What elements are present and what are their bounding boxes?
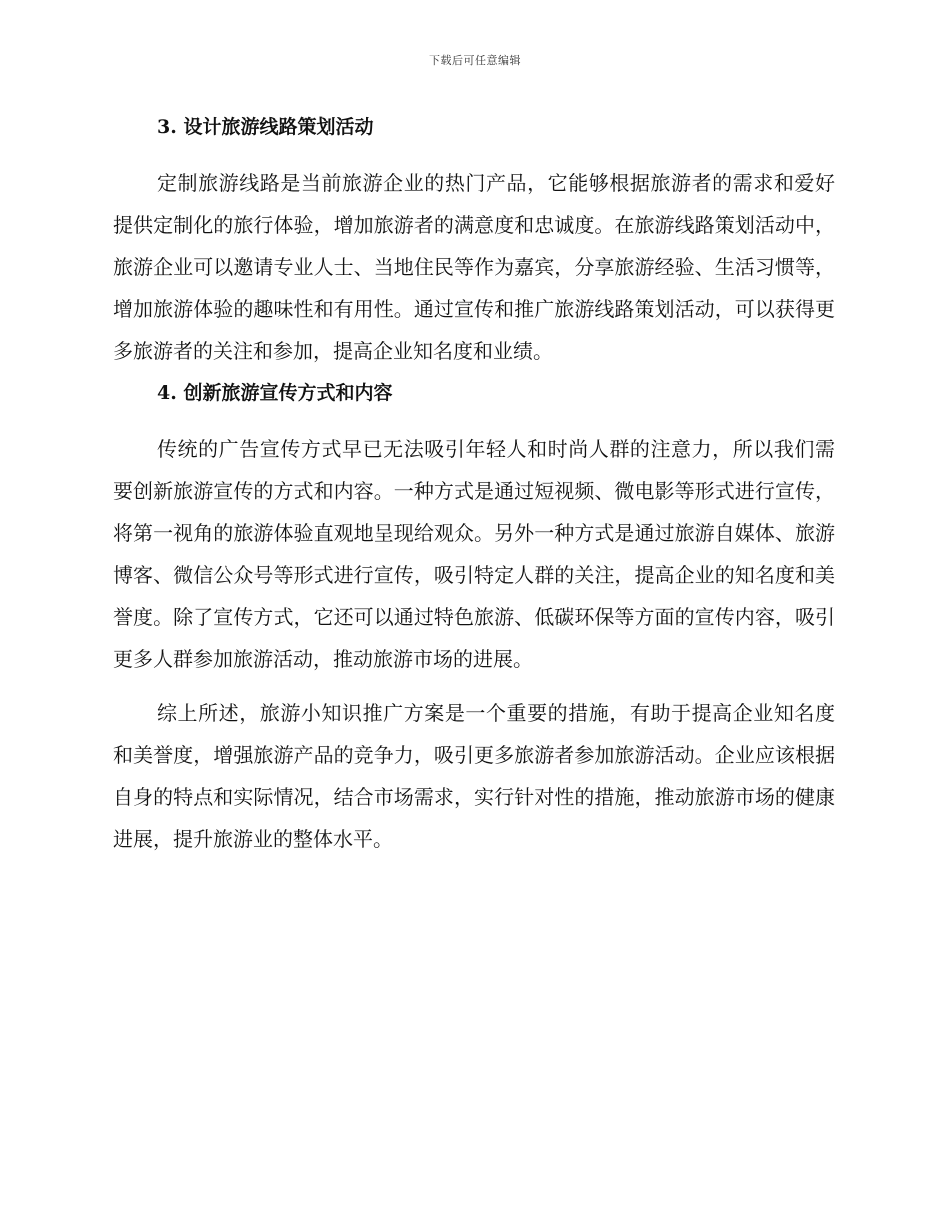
section-paragraph-4: 传统的广告宣传方式早已无法吸引年轻人和时尚人群的注意力，所以我们需要创新旅游宣传的方式和内容。一种方式是通过短视频、微电影等形式进行宣传，将第一视角的旅游体验直观地呈现给观众。另外一种方式是通过旅游自媒体、旅游博客、微信公众号等形式进行宣传，吸引特定人群的关注，提高企业的知名度和美誉度。除了宣传方式，它还可以通过特色旅游、低碳环保等方面的宣传内容，吸引更多人群参加旅游活动，推动旅游市场的进展。 [113,437,835,671]
section-paragraph-3: 定制旅游线路是当前旅游企业的热门产品，它能够根据旅游者的需求和爱好提供定制化的旅行体验，增加旅游者的满意度和忠诚度。在旅游线路策划活动中，旅游企业可以邀请专业人士、当地住民等作为嘉宾，分享旅游经验、生活习惯等，增加旅游体验的趣味性和有用性。通过宣传和推广旅游线路策划活动，可以获得更多旅游者的关注和参加，提高企业知名度和业绩。 [113,171,835,363]
section-heading-4: 4. 创新旅游宣传方式和内容 [157,382,393,404]
section-heading-3: 3. 设计旅游线路策划活动 [157,116,374,138]
document-body [113,110,835,860]
header-note: 下载后可任意编辑 [429,54,521,67]
conclusion-paragraph: 综上所述，旅游小知识推广方案是一个重要的措施，有助于提高企业知名度和美誉度，增强旅游产品的竞争力，吸引更多旅游者参加旅游活动。企业应该根据自身的特点和实际情况，结合市场需求，实行针对性的措施，推动旅游市场的健康进展，提升旅游业的整体水平。 [113,701,835,851]
